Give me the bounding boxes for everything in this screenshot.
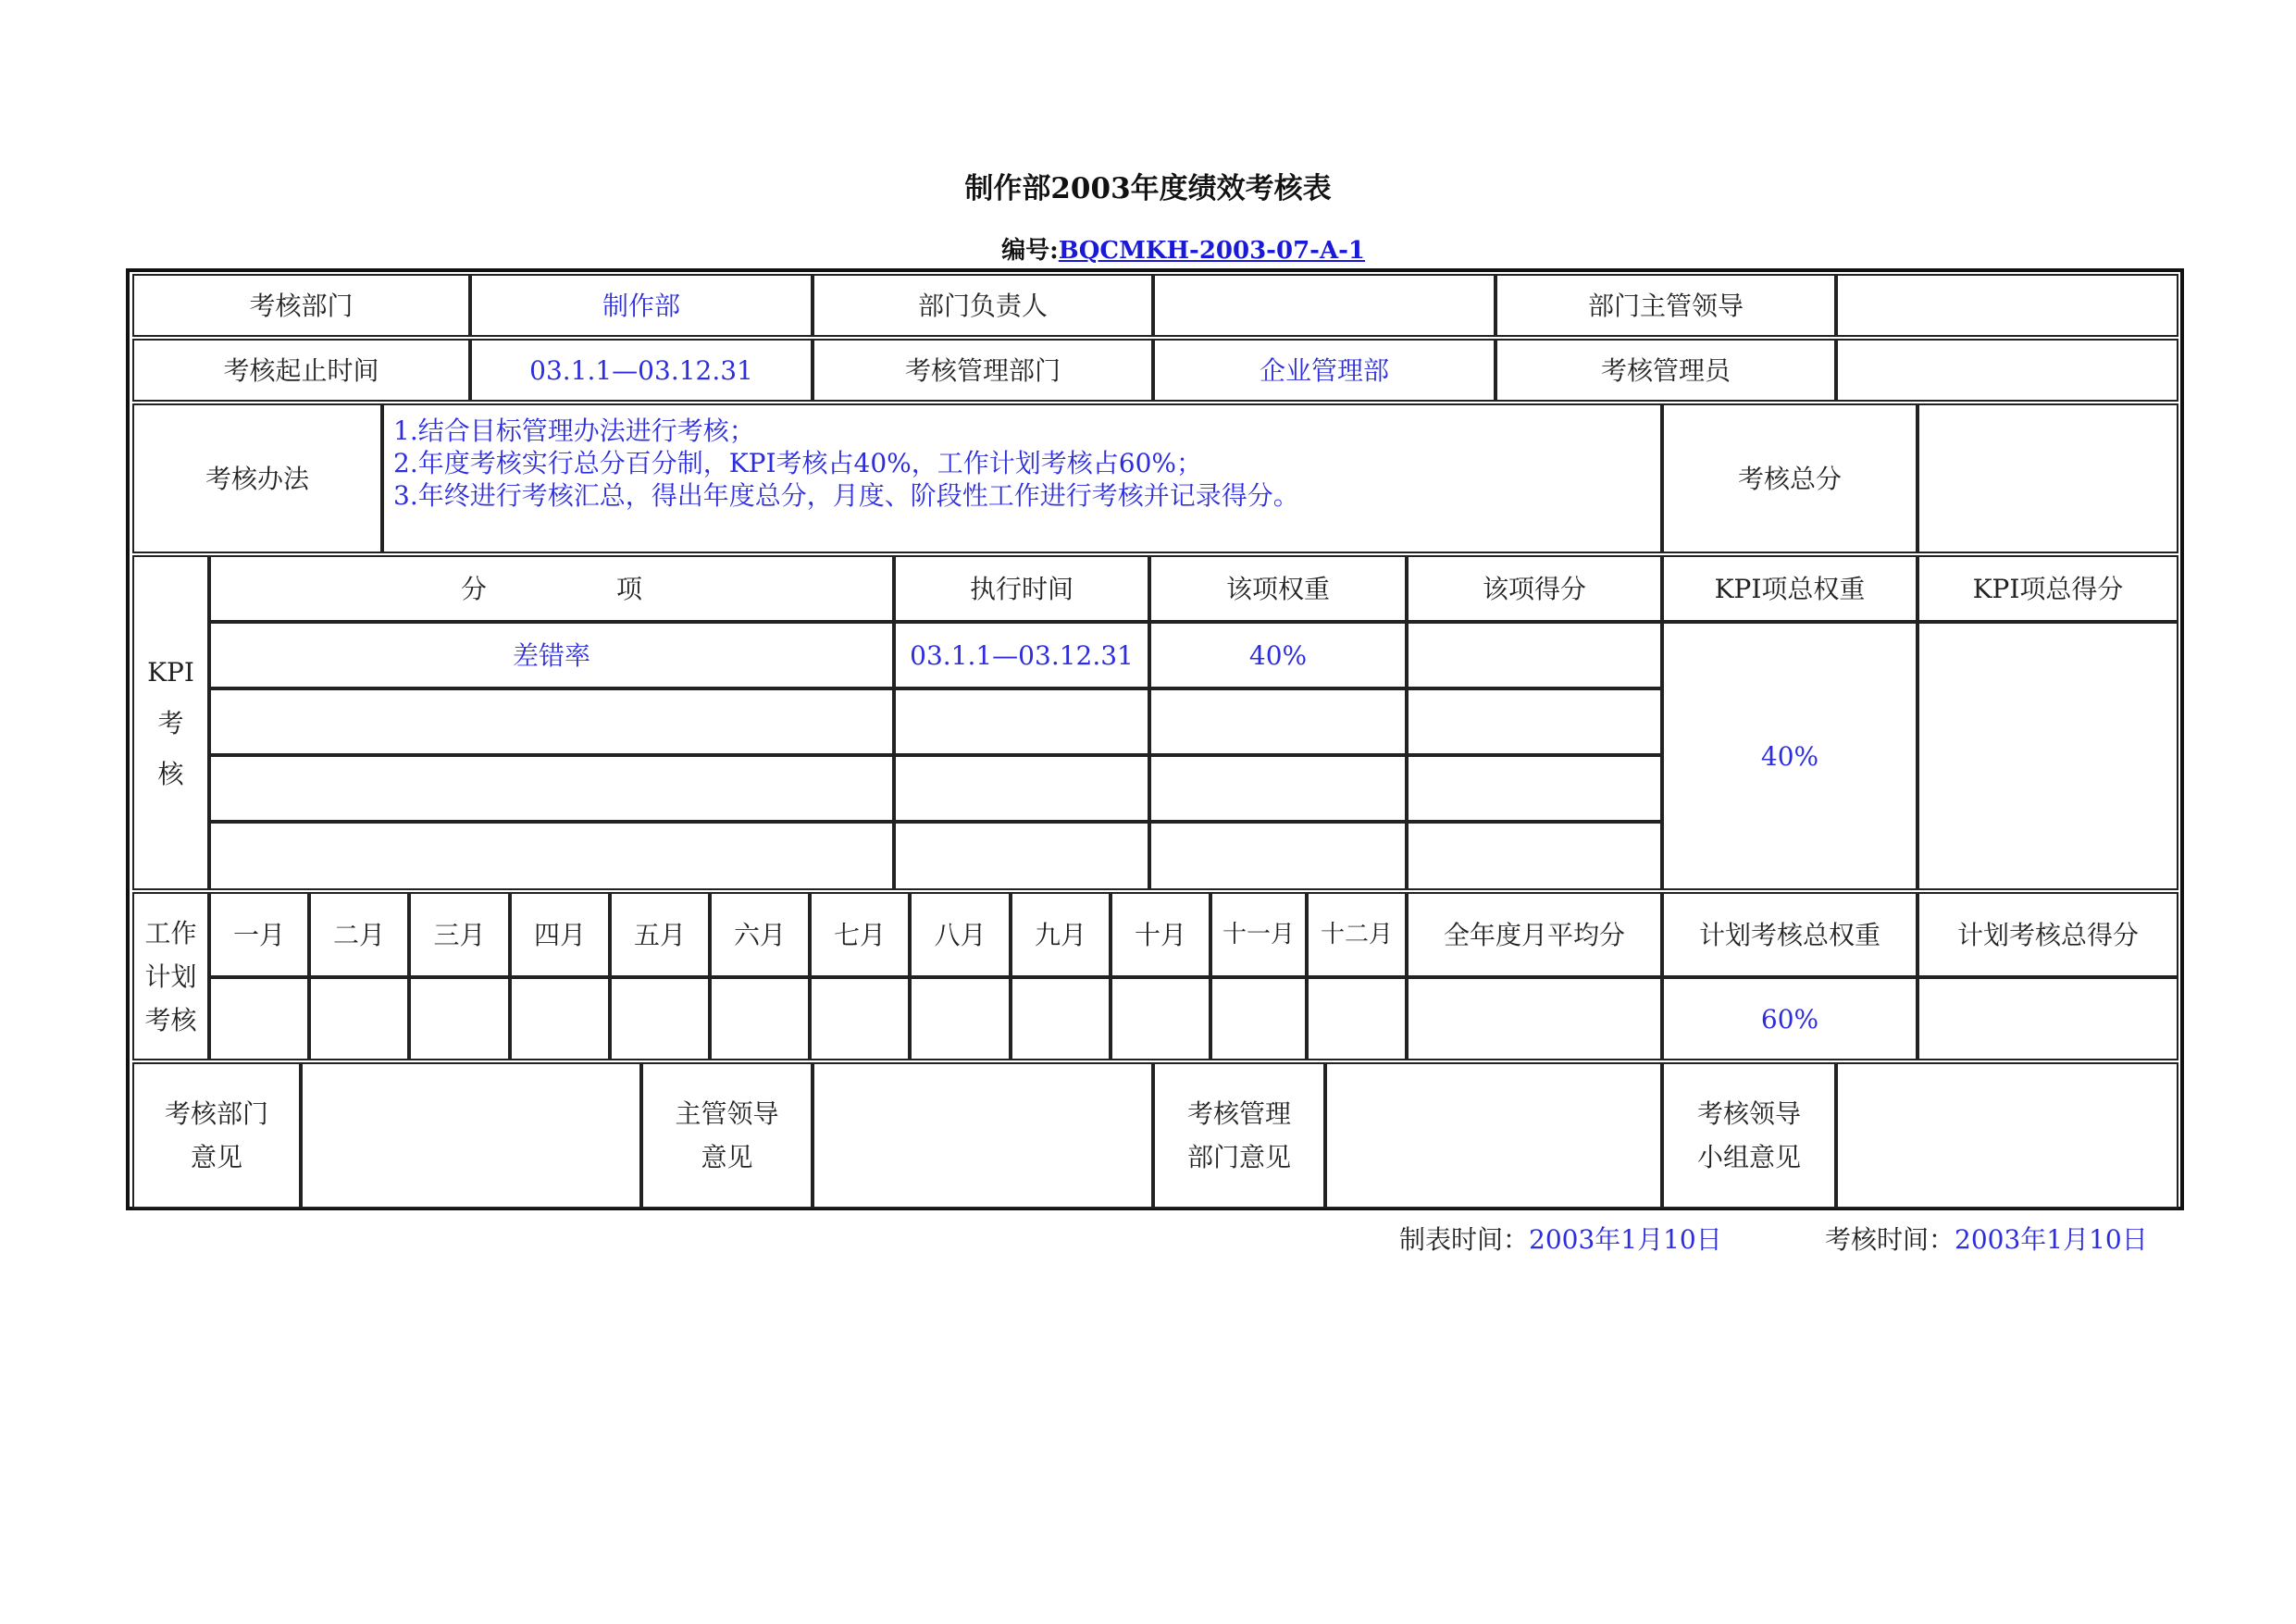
- opinion-2-label-line-2: 意见: [701, 1142, 753, 1172]
- dept-value[interactable]: 制作部: [470, 274, 813, 337]
- total-score-label: 考核总分: [1662, 403, 1917, 553]
- plan-weight-value[interactable]: 60%: [1662, 977, 1917, 1060]
- month-value-9[interactable]: [1011, 977, 1111, 1060]
- month-header-10: 十月: [1111, 892, 1210, 977]
- month-header-1: 一月: [209, 892, 309, 977]
- plan-side-label-2: 计划: [144, 961, 197, 992]
- kpi-header-score: 该项得分: [1407, 555, 1662, 622]
- month-header-4: 四月: [510, 892, 610, 977]
- form-code: [1001, 231, 1365, 266]
- opinion-1-label-line-1: 考核部门: [164, 1098, 268, 1129]
- form-title: 制作部2003年度绩效考核表: [964, 172, 1332, 205]
- mgmt-dept-label: 考核管理部门: [813, 339, 1153, 402]
- opinion-3-label: [1153, 1062, 1325, 1209]
- month-value-12[interactable]: [1307, 977, 1407, 1060]
- plan-score-value[interactable]: [1917, 977, 2178, 1060]
- leader-label: 部门主管领导: [1496, 274, 1836, 337]
- kpi-row-2-weight[interactable]: [1149, 688, 1407, 755]
- month-value-2[interactable]: [309, 977, 409, 1060]
- plan-side-label-1: 工作: [144, 917, 197, 948]
- made-time: [1399, 1220, 1722, 1257]
- form-code-link[interactable]: BQCMKH-2003-07-A-1: [1058, 237, 1365, 265]
- opinion-4-label-line-2: 小组意见: [1696, 1142, 1801, 1172]
- kpi-row-2-item[interactable]: [209, 688, 894, 755]
- kpi-row-1-score[interactable]: [1407, 622, 1662, 688]
- opinion-1-label: [132, 1062, 301, 1209]
- month-value-5[interactable]: [610, 977, 710, 1060]
- opinion-3-label-line-1: 考核管理: [1186, 1098, 1291, 1129]
- opinion-2-label-line-1: 主管领导: [675, 1098, 779, 1129]
- kpi-total-weight[interactable]: 40%: [1662, 622, 1917, 890]
- month-header-3: 三月: [409, 892, 510, 977]
- kpi-row-3-score[interactable]: [1407, 755, 1662, 822]
- month-value-8[interactable]: [910, 977, 1011, 1060]
- dept-label: 考核部门: [132, 274, 470, 337]
- month-value-6[interactable]: [710, 977, 810, 1060]
- made-time-label: 制表时间：: [1399, 1224, 1530, 1255]
- method-content[interactable]: [382, 403, 1662, 553]
- kpi-row-4-item[interactable]: [209, 822, 894, 890]
- month-header-2: 二月: [309, 892, 409, 977]
- plan-score-label: 计划考核总得分: [1917, 892, 2178, 977]
- kpi-side-label-2: 考: [157, 707, 184, 738]
- month-value-10[interactable]: [1111, 977, 1210, 1060]
- kpi-row-3-weight[interactable]: [1149, 755, 1407, 822]
- kpi-row-1-time[interactable]: 03.1.1—03.12.31: [894, 622, 1149, 688]
- opinion-3-label-line-2: 部门意见: [1186, 1142, 1291, 1172]
- kpi-header-total-weight: KPI项总权重: [1662, 555, 1917, 622]
- method-line-2: 2.年度考核实行总分百分制，KPI考核占40%，工作计划考核占60%；: [393, 448, 1203, 478]
- plan-avg-value[interactable]: [1407, 977, 1662, 1060]
- kpi-row-4-time[interactable]: [894, 822, 1149, 890]
- kpi-row-4-score[interactable]: [1407, 822, 1662, 890]
- month-value-3[interactable]: [409, 977, 510, 1060]
- month-header-5: 五月: [610, 892, 710, 977]
- month-header-6: 六月: [710, 892, 810, 977]
- opinion-1-value[interactable]: [301, 1062, 641, 1209]
- opinion-4-value[interactable]: [1836, 1062, 2178, 1209]
- kpi-total-score[interactable]: [1917, 622, 2178, 890]
- plan-side-label: [132, 892, 209, 1060]
- admin-value[interactable]: [1836, 339, 2178, 402]
- total-score-value[interactable]: [1917, 403, 2178, 553]
- month-header-12: 十二月: [1307, 892, 1407, 977]
- plan-avg-label: 全年度月平均分: [1407, 892, 1662, 977]
- kpi-row-1-item[interactable]: 差错率: [209, 622, 894, 688]
- opinion-2-value[interactable]: [813, 1062, 1153, 1209]
- month-header-8: 八月: [910, 892, 1011, 977]
- head-value[interactable]: [1153, 274, 1496, 337]
- kpi-header-weight: 该项权重: [1149, 555, 1407, 622]
- kpi-side-label-3: 核: [157, 758, 184, 789]
- eval-time-label: 考核时间：: [1825, 1224, 1955, 1255]
- method-line-1: 1.结合目标管理办法进行考核；: [393, 415, 755, 446]
- admin-label: 考核管理员: [1496, 339, 1836, 402]
- kpi-side-label: [132, 555, 209, 890]
- month-header-7: 七月: [810, 892, 910, 977]
- kpi-side-label-1: KPI: [147, 656, 194, 688]
- kpi-row-3-item[interactable]: [209, 755, 894, 822]
- mgmt-dept-value[interactable]: 企业管理部: [1153, 339, 1496, 402]
- kpi-row-3-time[interactable]: [894, 755, 1149, 822]
- form-code-label: 编号:: [1001, 237, 1059, 265]
- head-label: 部门负责人: [813, 274, 1153, 337]
- kpi-header-item: 分 项: [209, 555, 894, 622]
- month-value-11[interactable]: [1210, 977, 1307, 1060]
- plan-side-label-3: 考核: [144, 1004, 197, 1035]
- kpi-row-1-weight[interactable]: 40%: [1149, 622, 1407, 688]
- method-label: 考核办法: [132, 403, 382, 553]
- opinion-1-label-line-2: 意见: [190, 1142, 242, 1172]
- month-header-9: 九月: [1011, 892, 1111, 977]
- method-line-3: 3.年终进行考核汇总，得出年度总分，月度、阶段性工作进行考核并记录得分。: [393, 480, 1299, 511]
- kpi-row-2-score[interactable]: [1407, 688, 1662, 755]
- month-header-11: 十一月: [1210, 892, 1307, 977]
- leader-value[interactable]: [1836, 274, 2178, 337]
- kpi-header-time: 执行时间: [894, 555, 1149, 622]
- period-label: 考核起止时间: [132, 339, 470, 402]
- month-value-7[interactable]: [810, 977, 910, 1060]
- opinion-2-label: [641, 1062, 813, 1209]
- plan-weight-label: 计划考核总权重: [1662, 892, 1917, 977]
- kpi-header-total-score: KPI项总得分: [1917, 555, 2178, 622]
- month-value-1[interactable]: [209, 977, 309, 1060]
- opinion-4-label-line-1: 考核领导: [1696, 1098, 1801, 1129]
- month-value-4[interactable]: [510, 977, 610, 1060]
- eval-time-value: 2003年1月10日: [1955, 1224, 2148, 1255]
- period-value[interactable]: 03.1.1—03.12.31: [470, 339, 813, 402]
- kpi-row-4-weight[interactable]: [1149, 822, 1407, 890]
- eval-time: [1825, 1220, 2148, 1257]
- kpi-row-2-time[interactable]: [894, 688, 1149, 755]
- opinion-4-label: [1662, 1062, 1836, 1209]
- made-time-value: 2003年1月10日: [1529, 1224, 1722, 1255]
- opinion-3-value[interactable]: [1325, 1062, 1662, 1209]
